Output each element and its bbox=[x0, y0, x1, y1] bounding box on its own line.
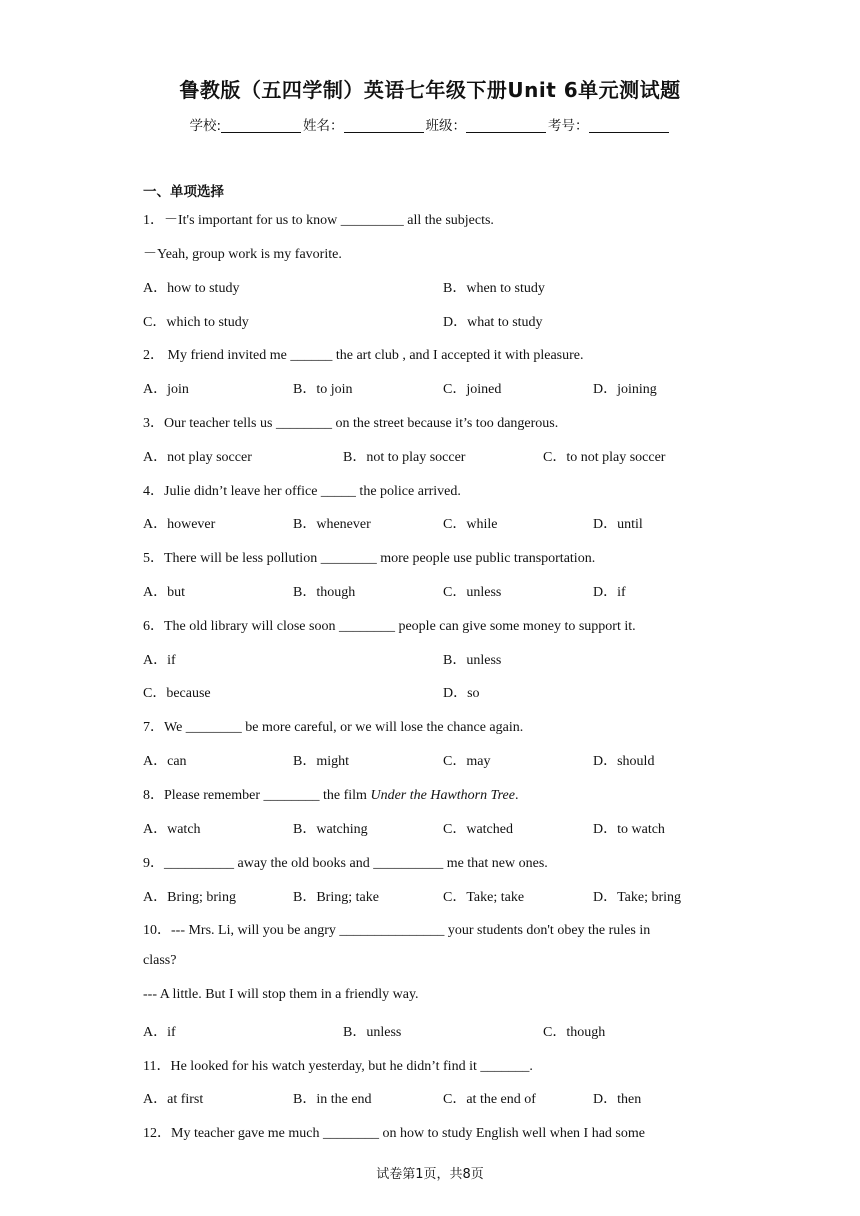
q11-option-b[interactable]: B．in the end bbox=[293, 1092, 372, 1107]
exam-number-label: 考号： bbox=[548, 118, 589, 134]
q2-option-b[interactable]: B．to join bbox=[293, 382, 353, 397]
q9-option-a[interactable]: A．Bring; bring bbox=[143, 890, 236, 905]
name-blank[interactable] bbox=[344, 118, 424, 133]
q1-option-c[interactable]: C．which to study bbox=[143, 315, 249, 330]
q11-option-a[interactable]: A．at first bbox=[143, 1092, 204, 1107]
school-blank[interactable] bbox=[221, 118, 301, 133]
q3-option-b[interactable]: B．not to play soccer bbox=[343, 450, 466, 465]
q6-option-b[interactable]: B．unless bbox=[443, 653, 502, 668]
q7-option-b[interactable]: B．might bbox=[293, 754, 350, 769]
q8-stem-period: . bbox=[515, 788, 519, 803]
q10-option-a[interactable]: A．if bbox=[143, 1025, 176, 1040]
q4-option-c[interactable]: C．while bbox=[443, 517, 498, 532]
q9-option-d[interactable]: D．Take; bring bbox=[593, 890, 682, 905]
q8-stem-text: 8．Please remember ________ the film bbox=[143, 788, 371, 803]
q3-option-a[interactable]: A．not play soccer bbox=[143, 450, 252, 465]
question-5-stem: 5．There will be less pollution ________ more people use public transportation. bbox=[143, 551, 596, 566]
name-label: 姓名： bbox=[303, 118, 344, 134]
q7-option-c[interactable]: C．may bbox=[443, 754, 491, 769]
q5-option-a[interactable]: A．but bbox=[143, 585, 185, 600]
q5-option-c[interactable]: C．unless bbox=[443, 585, 502, 600]
question-2-stem: 2． My friend invited me ______ the art club , and I accepted it with pleasure. bbox=[143, 348, 584, 363]
q6-option-d[interactable]: D．so bbox=[443, 686, 480, 701]
q10-option-b[interactable]: B．unless bbox=[343, 1025, 402, 1040]
question-4-stem: 4．Julie didn’t leave her office _____ the police arrived. bbox=[143, 484, 461, 499]
q4-option-d[interactable]: D．until bbox=[593, 517, 643, 532]
q3-option-c[interactable]: C．to not play soccer bbox=[543, 450, 666, 465]
question-11-stem: 11．He looked for his watch yesterday, but he didn’t find it _______. bbox=[143, 1059, 533, 1074]
q7-option-a[interactable]: A．can bbox=[143, 754, 187, 769]
question-7-stem: 7．We ________ be more careful, or we will lose the chance again. bbox=[143, 720, 524, 735]
q5-option-d[interactable]: D．if bbox=[593, 585, 626, 600]
question-6-stem: 6．The old library will close soon ________ people can give some money to support it. bbox=[143, 619, 636, 634]
q8-option-b[interactable]: B．watching bbox=[293, 822, 368, 837]
school-label: 学校: bbox=[189, 118, 222, 134]
q4-option-a[interactable]: A．however bbox=[143, 517, 216, 532]
exam-title: 鲁教版（五四学制）英语七年级下册Unit 6单元测试题 bbox=[179, 78, 681, 102]
question-8-stem bbox=[143, 784, 519, 804]
question-12-stem: 12．My teacher gave me much ________ on how to study English well when I had some bbox=[143, 1126, 645, 1141]
question-10-stem: 10．--- Mrs. Li, will you be angry _______________ your students don't obey the rules in bbox=[143, 923, 651, 938]
student-info-row bbox=[0, 114, 860, 134]
section-heading: 一、单项选择 bbox=[143, 184, 224, 200]
q11-option-d[interactable]: D．then bbox=[593, 1092, 642, 1107]
q2-option-a[interactable]: A．join bbox=[143, 382, 189, 397]
q4-option-b[interactable]: B．whenever bbox=[293, 517, 371, 532]
q1-option-b[interactable]: B．when to study bbox=[443, 281, 545, 296]
q8-option-c[interactable]: C．watched bbox=[443, 822, 513, 837]
question-1-stem: 1．－It's important for us to know _________ all the subjects. bbox=[143, 213, 494, 228]
q8-option-a[interactable]: A．watch bbox=[143, 822, 201, 837]
q1-option-a[interactable]: A．how to study bbox=[143, 281, 240, 296]
question-10-reply: --- A little. But I will stop them in a friendly way. bbox=[143, 987, 419, 1002]
q6-option-c[interactable]: C．because bbox=[143, 686, 211, 701]
question-3-stem: 3．Our teacher tells us ________ on the street because it’s too dangerous. bbox=[143, 416, 559, 431]
q5-option-b[interactable]: B．though bbox=[293, 585, 356, 600]
question-10-stem-cont: class? bbox=[143, 953, 177, 968]
class-blank[interactable] bbox=[466, 118, 546, 133]
q8-film-title: Under the Hawthorn Tree bbox=[370, 788, 515, 803]
q2-option-c[interactable]: C．joined bbox=[443, 382, 502, 397]
q7-option-d[interactable]: D．should bbox=[593, 754, 655, 769]
q11-option-c[interactable]: C．at the end of bbox=[443, 1092, 536, 1107]
exam-number-blank[interactable] bbox=[589, 118, 669, 133]
q9-option-c[interactable]: C．Take; take bbox=[443, 890, 525, 905]
class-label: 班级： bbox=[425, 118, 467, 134]
q10-option-c[interactable]: C．though bbox=[543, 1025, 606, 1040]
page-footer: 试卷第1页，共8页 bbox=[376, 1167, 484, 1182]
q1-option-d[interactable]: D．what to study bbox=[443, 315, 543, 330]
q2-option-d[interactable]: D．joining bbox=[593, 382, 657, 397]
question-1-reply: －Yeah, group work is my favorite. bbox=[143, 247, 342, 262]
q9-option-b[interactable]: B．Bring; take bbox=[293, 890, 379, 905]
q6-option-a[interactable]: A．if bbox=[143, 653, 176, 668]
question-9-stem: 9．__________ away the old books and __________ me that new ones. bbox=[143, 856, 548, 871]
q8-option-d[interactable]: D．to watch bbox=[593, 822, 665, 837]
